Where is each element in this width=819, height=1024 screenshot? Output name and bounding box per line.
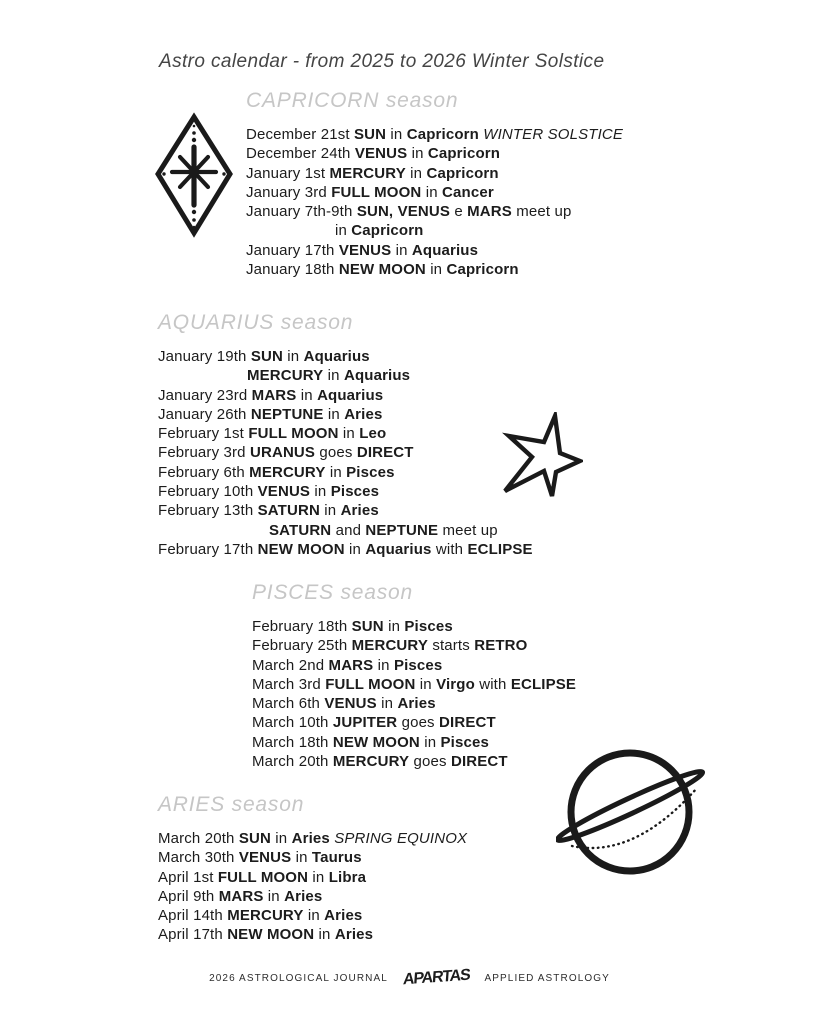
plain-text: March 20th [252,753,333,771]
plain-text: starts [428,637,475,655]
emphasis-text: Capricorn [446,261,519,279]
section-aquarius [158,309,533,559]
plain-text: with [431,540,468,558]
plain-text: in [386,126,407,143]
italic-note: SPRING EQUINOX [334,830,468,847]
emphasis-text: VENUS [257,483,311,501]
emphasis-text: Aries [324,907,363,925]
calendar-entry [246,241,623,260]
emphasis-text: RETRO [474,637,528,655]
season-entries-aquarius [158,347,533,559]
calendar-entry [246,144,623,163]
plain-text: in [419,733,441,751]
plain-text: e [450,203,468,221]
emphasis-text: VENUS [324,695,377,713]
emphasis-text: Cancer [442,183,494,201]
plain-text: in [376,695,398,713]
emphasis-text: Leo [359,425,387,443]
calendar-entry [252,694,576,713]
calendar-entry [246,221,623,240]
emphasis-text: Pisces [330,483,380,501]
plain-text: February 10th [158,483,258,501]
emphasis-text: JUPITER [332,714,398,732]
emphasis-text: Aries [284,887,323,905]
calendar-entry [158,482,533,501]
plain-text: in [263,887,285,905]
calendar-entry [246,164,623,183]
emphasis-text: MERCURY [249,463,326,481]
emphasis-text: SATURN [269,521,332,539]
emphasis-text: SUN [250,348,283,365]
emphasis-text: FULL MOON [248,425,339,443]
emphasis-text: URANUS [250,444,316,462]
emphasis-text: Libra [328,868,367,886]
emphasis-text: VENUS [338,241,392,259]
emphasis-text: SUN, VENUS [356,203,450,221]
emphasis-text: FULL MOON [325,675,416,693]
calendar-entry [158,347,533,366]
plain-text: February 13th [158,502,258,520]
plain-text: in [383,618,405,635]
calendar-entry [158,906,467,925]
emphasis-text: MERCURY [332,753,410,771]
calendar-entry [252,752,576,771]
plain-text: in [405,164,427,182]
plain-text: in [338,425,360,443]
plain-text: March 6th [252,695,325,713]
footer-tagline-text: APPLIED ASTROLOGY [484,972,610,984]
plain-text: in [314,926,335,944]
plain-text: in [270,830,292,847]
season-heading-pisces: PISCES season [252,581,413,604]
emphasis-text: Capricorn [406,126,479,143]
plain-text: March 20th [158,830,239,847]
emphasis-text: Aries [340,502,379,520]
plain-text: February 6th [158,463,250,481]
plain-text: goes [397,714,440,732]
season-heading-aries: ARIES season [158,793,305,816]
plain-text: January 26th [158,405,251,423]
emphasis-text: NEPTUNE [250,405,324,423]
emphasis-text: Aries [334,926,374,944]
calendar-entry [158,366,533,385]
plain-text: February 17th [158,540,258,558]
emphasis-text: SUN [351,618,384,635]
plain-text: March 10th [252,714,333,732]
emphasis-text: Virgo [436,675,475,693]
emphasis-text: NEW MOON [257,540,345,558]
plain-text: April 17th [158,926,228,944]
plain-text: in [319,502,341,520]
emphasis-text: Aquarius [411,241,479,259]
plain-text: in [310,483,331,501]
plain-text: April 14th [158,907,228,925]
calendar-entry [158,540,533,559]
plain-text: December 21st [246,126,354,143]
plain-text: goes [409,753,451,771]
calendar-entry [158,501,533,520]
plain-text: January 19th [158,348,251,365]
emphasis-text: DIRECT [450,753,508,771]
calendar-entry [158,925,467,944]
calendar-entry [246,125,623,144]
emphasis-text: MERCURY [227,907,304,925]
plain-text: in [407,145,428,163]
plain-text: January 23rd [158,386,252,404]
plain-text: March 3rd [252,675,326,693]
plain-text: in [391,241,412,259]
calendar-entry [246,183,623,202]
emphasis-text: Aquarius [343,367,411,385]
calendar-entry [252,675,576,694]
emphasis-text: Aries [291,830,330,847]
emphasis-text: Capricorn [426,164,499,182]
emphasis-text: Capricorn [351,222,424,240]
ringed-planet-icon [556,743,706,877]
emphasis-text: Aquarius [303,348,370,365]
calendar-entry [252,656,576,675]
emphasis-text: SATURN [257,502,320,520]
page-footer [0,966,819,989]
calendar-entry [252,636,576,655]
calendar-entry [158,405,533,424]
calendar-entry [158,521,533,540]
plain-text: January 17th [246,241,339,259]
emphasis-text: NEW MOON [227,926,315,944]
plain-text: in [323,367,344,385]
season-heading-aquarius: AQUARIUS season [158,311,354,334]
emphasis-text: NEW MOON [332,733,420,751]
plain-text: in [335,222,352,240]
plain-text: January 1st [246,164,330,182]
season-entries-aries [158,829,467,945]
emphasis-text: NEPTUNE [365,521,439,539]
italic-note: WINTER SOLSTICE [483,126,624,143]
plain-text: February 3rd [158,444,250,462]
plain-text: in [323,405,345,423]
plain-text: in [421,183,443,201]
emphasis-text: MERCURY [329,164,406,182]
plain-text: February 25th [252,637,352,655]
brand-logo: APARTAS [402,966,471,989]
emphasis-text: Pisces [404,618,453,635]
plain-text: in [282,348,304,365]
plain-text: April 1st [158,868,218,886]
emphasis-text: MERCURY [247,367,324,385]
plain-text: April 9th [158,887,219,905]
calendar-entry [158,868,467,887]
plain-text: in [325,463,347,481]
plain-text: February 1st [158,425,249,443]
emphasis-text: Capricorn [427,145,501,163]
calendar-entry [252,733,576,752]
section-capricorn [246,87,623,279]
plain-text: with [474,675,511,693]
plain-text: and [331,521,366,539]
calendar-entry [158,887,467,906]
season-heading-capricorn: CAPRICORN season [246,89,459,112]
emphasis-text: DIRECT [356,444,414,462]
emphasis-text: MERCURY [351,637,428,655]
section-pisces [252,579,576,771]
calendar-entry [158,848,467,867]
emphasis-text: Pisces [346,463,395,481]
plain-text: in [425,261,447,279]
page-title: Astro calendar - from 2025 to 2026 Winter Solstice [159,51,605,72]
emphasis-text: MARS [218,887,264,905]
calendar-entry [158,386,533,405]
plain-text: in [308,868,329,886]
calendar-entry [158,829,467,848]
emphasis-text: NEW MOON [338,261,426,279]
emphasis-text: FULL MOON [331,183,422,201]
season-entries-pisces [252,617,576,771]
plain-text: meet up [438,521,498,539]
diamond-star-icon [153,112,235,238]
plain-text: January 3rd [246,183,332,201]
emphasis-text: Aquarius [317,386,384,404]
plain-text: goes [315,444,357,462]
emphasis-text: MARS [467,203,512,221]
plain-text: January 18th [246,261,339,279]
calendar-entry [252,713,576,732]
calendar-entry [252,617,576,636]
plain-text: January 7th-9th [246,203,357,221]
section-aries [158,791,467,945]
plain-text: in [344,540,366,558]
emphasis-text: SUN [238,830,271,847]
footer-journal-text: 2026 ASTROLOGICAL JOURNAL [209,972,388,984]
emphasis-text: Pisces [440,733,489,751]
emphasis-text: MARS [328,656,374,674]
plain-text: in [373,656,394,674]
emphasis-text: VENUS [238,849,292,867]
plain-text: February 18th [252,618,352,635]
calendar-entry [246,260,623,279]
emphasis-text: ECLIPSE [467,540,533,558]
plain-text: in [415,675,437,693]
emphasis-text: ECLIPSE [510,675,577,693]
plain-text: March 2nd [252,656,329,674]
emphasis-text: DIRECT [439,714,496,732]
emphasis-text: FULL MOON [217,868,309,886]
emphasis-text: SUN [353,126,387,143]
plain-text: in [303,907,325,925]
emphasis-text: Pisces [393,656,443,674]
emphasis-text: MARS [251,386,297,404]
plain-text: March 30th [158,849,239,867]
plain-text: meet up [511,203,572,221]
calendar-entry [158,424,533,443]
emphasis-text: VENUS [354,145,408,163]
calendar-entry [158,463,533,482]
plain-text: March 18th [252,733,333,751]
emphasis-text: Aries [397,695,436,713]
season-entries-capricorn [246,125,623,279]
calendar-entry [158,443,533,462]
plain-text: in [296,386,318,404]
plain-text: in [291,849,312,867]
emphasis-text: Taurus [311,849,362,867]
calendar-entry [246,202,623,221]
emphasis-text: Aries [344,405,383,423]
emphasis-text: Aquarius [365,540,432,558]
plain-text: December 24th [246,145,355,163]
